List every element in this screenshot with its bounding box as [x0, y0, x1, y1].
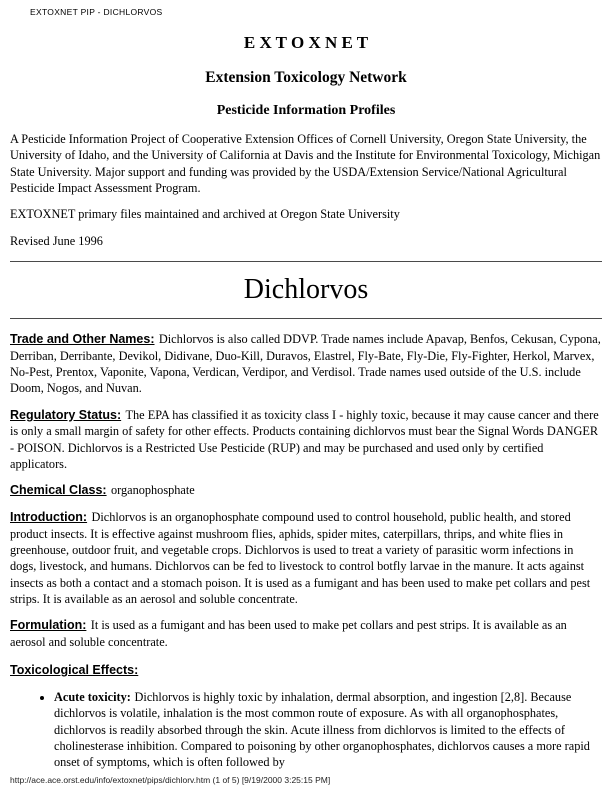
project-description-paragraph: A Pesticide Information Project of Cooperative Extension Offices of Cornell University, Oregon State University, the University of Idaho, and the University of California at Davis and the Institute for Environmental Toxicology, Michigan State University. Major support and funding was provided by the USDA/Extension Service/National Agricultural Pesticide Impact Assessment Program.: [10, 132, 601, 196]
section-label-regulatory-status: Regulatory Status:: [10, 407, 122, 422]
section-label-introduction: Introduction:: [10, 510, 88, 524]
print-footer-url: http://ace.ace.orst.edu/info/extoxnet/pips/dichlorv.htm (1 of 5) [9/19/2000 3:25:15 PM]: [10, 775, 331, 785]
section-text-chemical-class: organophosphate: [110, 483, 195, 498]
section-label-trade-names: Trade and Other Names:: [10, 332, 155, 347]
section-label-chemical-class: Chemical Class:: [10, 483, 107, 498]
section-text-regulatory-status: The EPA has classified it as toxicity class I - highly toxic, because it may cause cancer and there is only a small margin of safety for other effects. Products containing dichlorvos must bear the Signal Words DANGER - POISON. Dichlorvos is a Restricted Use Pesticide (RUP) and may be purchased and used only by certified applicators.: [10, 407, 599, 472]
section-regulatory-status: [10, 407, 602, 473]
section-chemical-class: [10, 482, 602, 499]
section-trade-and-other-names: [10, 331, 602, 397]
section-label-formulation: Formulation:: [10, 618, 87, 633]
section-text-trade-names: Dichlorvos is also called DDVP. Trade names include Apavap, Benfos, Cekusan, Cypona, Derriban, Derribante, Devikol, Didivane, Duo-Kill, Duravos, Elastrel, Fly-Bate, Fly-Die, Fly-Fighter, Herkol, Marvex, No-Pest, Prentox, Vaponite, Vapona, Verdican, Verdipor, and Verdisol. Trade names used outside of the U.S. include Doom, Nogos, and Nuvan.: [10, 332, 601, 396]
list-item-acute-toxicity: [54, 689, 602, 771]
divider-top: [10, 261, 602, 262]
print-header: EXTOXNET PIP - DICHLORVOS: [30, 7, 163, 17]
masthead-extoxnet: E X T O X N E T: [243, 33, 369, 52]
bullet-text-acute-toxicity: Dichlorvos is highly toxic by inhalation, dermal absorption, and ingestion [2,8]. Because dichlorvos is volatile, inhalation is the most common route of exposure. As with all organophosphates, dichlorvos is readily absorbed through the skin. Acute illness from dichlorvos is limited to the effects of cholinesterase inhibition. Compared to poisoning by other organophosphates, dichlorvos causes a more rapid onset of symptoms, which is often followed by: [54, 689, 590, 770]
masthead-pesticide-information-profiles: Pesticide Information Profiles: [216, 103, 396, 118]
section-label-toxicological-effects: Toxicological Effects:: [10, 663, 139, 678]
section-introduction: [10, 509, 602, 607]
section-text-formulation: It is used as a fumigant and has been used to make pet collars and pest strips. It is available as an aerosol and soluble concentrate.: [10, 618, 567, 649]
masthead-extension-toxicology-network: Extension Toxicology Network: [205, 69, 407, 86]
page-title: Dichlorvos: [243, 274, 369, 306]
divider-bottom: [10, 318, 602, 319]
section-text-introduction: Dichlorvos is an organophosphate compound used to control household, public health, and stored product insects. It is effective against mushroom flies, aphids, spider mites, caterpillars, thrips, and white flies in greenhouse, outdoor fruit, and vegetable crops. Dichlorvos is used to treat a variety of parasitic worm infections in dogs, livestock, and humans. Dichlorvos can be fed to livestock to control botfly larvae in the manure. It acts against insects as both a contact and a stomach poison. It is used as a fumigant and has been used to make pet collars and pest strips. It is available as an aerosol and soluble concentrate.: [10, 510, 591, 606]
section-formulation: [10, 617, 602, 650]
bullet-label-acute-toxicity: Acute toxicity:: [54, 689, 131, 704]
toxicological-effects-list: [10, 689, 602, 771]
revised-date: Revised June 1996: [10, 233, 103, 248]
archive-note: EXTOXNET primary files maintained and archived at Oregon State University: [10, 207, 400, 222]
section-toxicological-effects: [10, 662, 602, 679]
